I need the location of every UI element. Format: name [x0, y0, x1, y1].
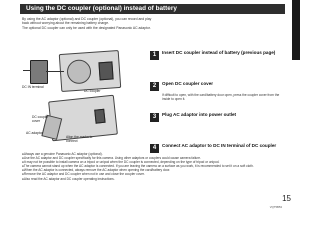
- step-item: [150, 112, 288, 140]
- insert-arrow: [46, 71, 64, 72]
- camera-illustration-top: [59, 50, 122, 92]
- step-heading: Plug AC adaptor into power outlet: [162, 112, 237, 117]
- note-item: ●Always use a genuine Panasonic AC adaptor (optional).: [22, 152, 103, 156]
- dc-jack-illustration: [94, 109, 105, 124]
- section-tab-strip: [292, 0, 300, 60]
- step-description: If difficult to open, with the card/battery door open, press the coupler cover from the inside to open it.: [162, 93, 280, 101]
- label-dc-in-terminal: DC IN terminal: [22, 85, 44, 89]
- step-number: 2: [150, 82, 159, 91]
- page-title: Using the DC coupler (optional) instead of battery: [20, 4, 285, 14]
- label-ac-adaptor: AC adaptor: [26, 131, 43, 135]
- note-item: ●The camera cannot stand up when the AC adaptor is connected. If you are leaving the camera on a surface as you work, it is recommended to set it on a soft cloth.: [22, 164, 254, 169]
- lens-illustration: [66, 59, 92, 85]
- step-item: [150, 50, 288, 78]
- step-number: 4: [150, 144, 159, 153]
- step-number: 3: [150, 113, 159, 122]
- intro-text: [22, 17, 284, 30]
- battery-slot-illustration: [98, 61, 113, 80]
- page-number: 15: [282, 194, 291, 203]
- note-item: ●Also read the AC adaptor and DC coupler operating instructions.: [22, 176, 115, 181]
- note-item: ●Use the AC adaptor and DC coupler specifically for this camera. Using other adaptors or couplers could cause camera failure.: [22, 156, 201, 161]
- label-dc-coupler: DC coupler: [84, 89, 101, 93]
- label-dc-coupler-cover: DC coupler cover: [32, 115, 49, 123]
- dc-coupler-diagram: [22, 46, 147, 146]
- note-item: ●When the AC adaptor is connected, always remove the AC adaptor when opening the card/battery door.: [22, 168, 171, 173]
- note-item: ●Remove the AC adaptor and DC coupler when not in use and close the coupler cover.: [22, 172, 145, 177]
- note-item: ●It may not be possible to install camera on a tripod or unipod when the DC coupler is connected, depending on the type of tripod or unipod.: [22, 160, 220, 165]
- notes-list: [22, 152, 262, 181]
- step-item: [150, 81, 288, 109]
- step-number: 1: [150, 51, 159, 60]
- intro-line: The optional DC coupler can only be used with the designated Panasonic AC adaptor.: [22, 25, 151, 30]
- step-heading: Connect AC adaptor to DC IN terminal of DC coupler: [162, 143, 277, 148]
- step-heading: Insert DC coupler instead of battery (previous page): [162, 50, 276, 55]
- dc-coupler-illustration: [30, 60, 48, 84]
- label-align-marks: Align the marks to connect: [66, 135, 93, 143]
- document-code: VQT5B53: [269, 205, 282, 209]
- intro-line: back without worrying about the remaining battery charge.: [22, 21, 110, 26]
- step-heading: Open DC coupler cover: [162, 81, 214, 86]
- intro-line: By using the AC adaptor (optional) and DC coupler (optional), you can record and play: [22, 17, 152, 21]
